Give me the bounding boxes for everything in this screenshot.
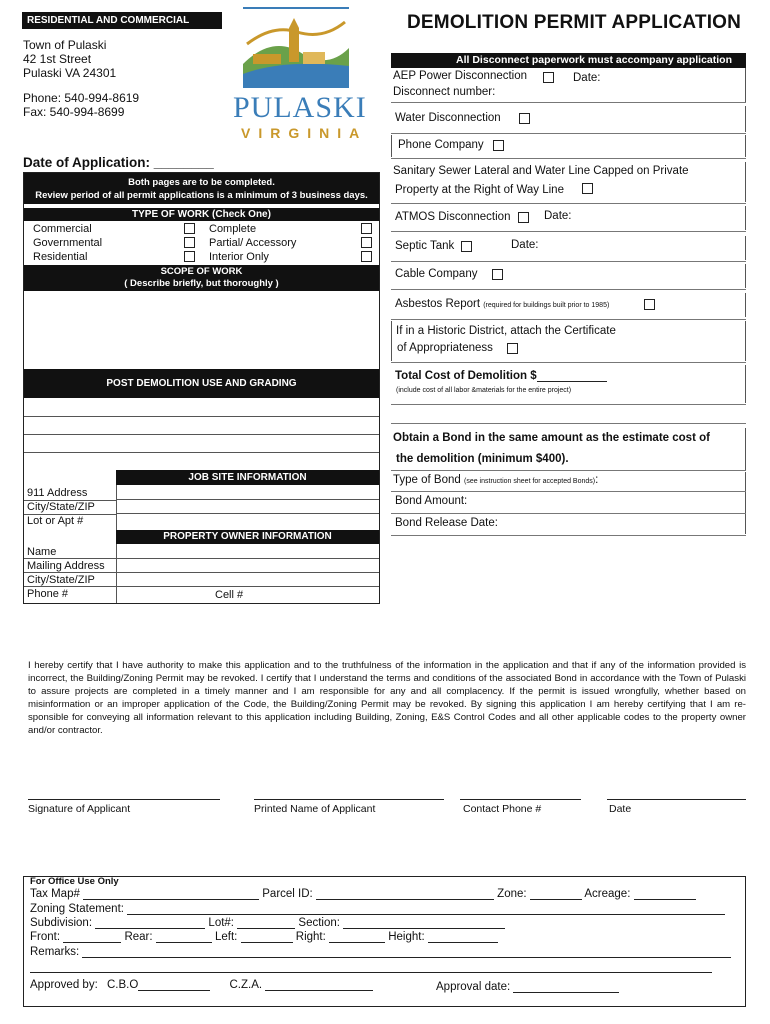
job-address-label: 911 Address [27, 487, 88, 499]
certification-text: I hereby certify that I have authority to make this application and to the truthfulness of the information in the application and that if any of the information provided is incorrect, the Building/Zoning Permit may be revoked. I certify that I understand the terms and conditions of the associated Bond in accordance with the Town of Pulaski to assure projects are completed in a timely manner and I am responsible for any and all complacency. If the permit is issued wrongfully, whether based on misinformation or an improper application of the Code, the Building/Zoning Permit may be revoked. By signing this application I am hereby certifying that I am re-sponsible for conveying all information relevant to this application including Building, Zoning, E&S Control Codes and all other applicable codes to the property owner and/or contractor. [28, 660, 746, 736]
type-list-left [33, 222, 102, 264]
notice-banner [24, 173, 379, 204]
bond-type-note: (see instruction sheet for accepted Bonds) [463, 478, 596, 485]
zoning-label: Zoning Statement: [30, 903, 124, 915]
bond-type-text: Type of Bond [393, 474, 461, 486]
tax-map-field[interactable] [83, 888, 259, 900]
owner-name-label: Name [27, 546, 57, 558]
office-title: For Office Use Only [30, 876, 119, 887]
water-label: Water Disconnection [395, 112, 501, 124]
scope-textarea[interactable] [24, 291, 379, 369]
historic-label-2: of Appropriateness [397, 342, 493, 354]
cell-label: Cell # [215, 589, 244, 601]
zone-field[interactable] [530, 888, 582, 900]
parcel-label: Parcel ID: [262, 888, 313, 900]
cbo-field[interactable] [138, 979, 210, 991]
sewer-row [391, 162, 746, 202]
office-row-4 [30, 931, 498, 943]
total-cost-note: (include cost of all labor &materials for the entire project) [396, 387, 572, 394]
cza-field[interactable] [265, 979, 373, 991]
pulaski-logo [233, 4, 368, 142]
historic-row [391, 321, 746, 361]
asbestos-label [395, 298, 609, 310]
address-line: Town of Pulaski [23, 38, 107, 52]
phone-number: Phone: 540-994-8619 [23, 91, 140, 105]
sewer-label-2: Property at the Right of Way Line [395, 184, 564, 196]
bond-type-label[interactable]: Type of Bond (see instruction sheet for accepted Bonds): [393, 474, 599, 486]
signature-line[interactable] [28, 799, 220, 800]
address-line: 42 1st Street [23, 52, 92, 66]
job-site-header: JOB SITE INFORMATION [116, 470, 379, 485]
logo-name: PULASKI [233, 91, 367, 124]
owner-labels [27, 545, 105, 601]
disconnect-number-label[interactable]: Disconnect number: [393, 86, 496, 98]
atmos-date-label[interactable]: Date: [544, 210, 572, 222]
residential-commercial-tag: RESIDENTIAL AND COMMERCIAL [22, 12, 222, 29]
left-form-box [23, 172, 380, 604]
scope-header [24, 265, 379, 291]
type-of-work-title: TYPE OF WORK [132, 209, 210, 220]
aep-row [391, 68, 746, 102]
owner-header: PROPERTY OWNER INFORMATION [116, 530, 379, 544]
bond-row [391, 428, 746, 470]
height-label: Height: [388, 931, 425, 943]
printed-name-label: Printed Name of Applicant [254, 803, 376, 815]
septic-label: Septic Tank [395, 240, 455, 252]
asbestos-note: (required for buildings built prior to 1985) [483, 302, 610, 309]
approval-date-field[interactable] [513, 981, 619, 993]
septic-checkbox[interactable] [461, 241, 472, 252]
subdivision-field[interactable] [95, 917, 205, 929]
signature-label: Signature of Applicant [28, 803, 131, 815]
partial-checkbox[interactable] [361, 237, 372, 248]
remarks-line-2[interactable] [30, 972, 712, 973]
pulaski-skyline-icon [233, 4, 361, 92]
office-row-2 [30, 903, 725, 915]
scope-title: SCOPE OF WORK [160, 266, 243, 277]
septic-date-label[interactable]: Date: [511, 239, 539, 251]
date-of-application[interactable]: Date of Application: ________ [23, 155, 214, 170]
type-of-work-header [24, 208, 379, 221]
remarks-label: Remarks: [30, 946, 80, 958]
job-lot-label: Lot or Apt # [27, 515, 84, 527]
commercial-checkbox[interactable] [184, 223, 195, 234]
parcel-field[interactable] [316, 888, 494, 900]
aep-checkbox[interactable] [543, 72, 554, 83]
type-governmental: Governmental [33, 237, 103, 249]
notice-line: Both pages are to be completed. [128, 177, 275, 188]
right-field[interactable] [329, 931, 385, 943]
cable-checkbox[interactable] [492, 269, 503, 280]
lot-label: Lot#: [208, 917, 234, 929]
type-interior: Interior Only [209, 251, 269, 263]
water-row [391, 106, 746, 132]
bond-label-1: Obtain a Bond in the same amount as the estimate cost of [393, 432, 710, 444]
interior-checkbox[interactable] [361, 251, 372, 262]
phone-company-row [391, 135, 746, 157]
post-demolition-lines[interactable] [24, 398, 379, 470]
date-label: Date [609, 803, 632, 815]
disconnect-header: All Disconnect paperwork must accompany application [391, 53, 746, 68]
sewer-label-1: Sanitary Sewer Lateral and Water Line Capped on Private [393, 165, 689, 177]
job-city-label: City/State/ZIP [27, 501, 95, 513]
phone-company-checkbox[interactable] [493, 140, 504, 151]
rear-field[interactable] [156, 931, 212, 943]
asbestos-title: Asbestos Report [395, 298, 481, 310]
septic-row [391, 236, 746, 260]
notice-line: Review period of all permit applications is a minimum of 3 business days. [35, 190, 368, 201]
type-commercial: Commercial [33, 223, 92, 235]
type-complete: Complete [209, 223, 257, 235]
remarks-field[interactable] [82, 946, 731, 958]
address-line: Pulaski VA 24301 [23, 66, 117, 80]
total-cost-row [391, 365, 746, 403]
owner-city-label: City/State/ZIP [27, 574, 95, 586]
bond-release-label[interactable]: Bond Release Date: [395, 517, 498, 529]
water-checkbox[interactable] [519, 113, 530, 124]
section-field[interactable] [343, 917, 505, 929]
atmos-label: ATMOS Disconnection [395, 211, 511, 223]
bond-details [391, 472, 746, 534]
office-row-6 [30, 979, 373, 991]
town-address [23, 38, 116, 80]
job-site-inputs[interactable] [116, 485, 379, 530]
phone-company-label: Phone Company [398, 139, 484, 151]
office-use-box [23, 876, 746, 1007]
historic-label-1: If in a Historic District, attach the Certificate [396, 325, 616, 337]
total-cost-label[interactable] [395, 370, 607, 382]
historic-checkbox[interactable] [507, 343, 518, 354]
lot-field[interactable] [237, 917, 295, 929]
governmental-checkbox[interactable] [184, 237, 195, 248]
cza-label: C.Z.A. [229, 979, 263, 991]
tax-map-label: Tax Map# [30, 888, 80, 900]
acreage-label: Acreage: [584, 888, 631, 900]
section-label: Section: [298, 917, 340, 929]
left-label: Left: [214, 931, 238, 943]
type-list-right [209, 222, 296, 264]
type-of-work-note: (Check One) [212, 209, 271, 220]
cbo-label: C.B.O [106, 979, 139, 991]
job-site-labels [27, 486, 95, 528]
acreage-field[interactable] [634, 888, 696, 900]
residential-checkbox[interactable] [184, 251, 195, 262]
front-label: Front: [30, 931, 61, 943]
contact-phone-label: Contact Phone # [463, 803, 542, 815]
cable-row [391, 264, 746, 288]
height-field[interactable] [428, 931, 498, 943]
zoning-field[interactable] [127, 903, 725, 915]
office-row-1 [30, 888, 696, 900]
owner-inputs[interactable] [116, 544, 379, 603]
atmos-checkbox[interactable] [518, 212, 529, 223]
atmos-row [391, 206, 746, 230]
bond-label-2: the demolition (minimum $400). [396, 453, 569, 465]
type-partial: Partial/ Accessory [209, 237, 297, 249]
bond-amount-label[interactable]: Bond Amount: [395, 495, 468, 507]
rear-label: Rear: [124, 931, 153, 943]
aep-date-label[interactable]: Date: [573, 72, 601, 84]
fax-number: Fax: 540-994-8699 [23, 105, 125, 119]
asbestos-checkbox[interactable] [644, 299, 655, 310]
cable-label: Cable Company [395, 268, 478, 280]
subdivision-label: Subdivision: [30, 917, 93, 929]
owner-mailing-label: Mailing Address [27, 560, 105, 572]
right-label: Right: [295, 931, 326, 943]
scope-subtitle: ( Describe briefly, but thoroughly ) [124, 278, 279, 289]
zone-label: Zone: [497, 888, 527, 900]
approved-by-label: Approved by: [30, 979, 98, 991]
contact-phone-line[interactable] [460, 799, 581, 800]
approval-date [436, 981, 619, 993]
approval-date-label: Approval date: [436, 981, 511, 993]
front-field[interactable] [63, 931, 121, 943]
left-field[interactable] [241, 931, 293, 943]
post-demolition-header: POST DEMOLITION USE AND GRADING [24, 369, 379, 398]
form-title: DEMOLITION PERMIT APPLICATION [407, 12, 742, 33]
sewer-checkbox[interactable] [582, 183, 593, 194]
asbestos-row [391, 293, 746, 317]
logo-sub: VIRGINIA [241, 125, 368, 141]
aep-label: AEP Power Disconnection [393, 70, 528, 82]
complete-checkbox[interactable] [361, 223, 372, 234]
total-cost-text: Total Cost of Demolition $ [395, 370, 537, 382]
type-residential: Residential [33, 251, 88, 263]
office-row-5 [30, 946, 731, 958]
date-line[interactable] [607, 799, 746, 800]
printed-name-line[interactable] [254, 799, 444, 800]
office-row-3 [30, 917, 505, 929]
owner-phone-label: Phone # [27, 588, 68, 600]
